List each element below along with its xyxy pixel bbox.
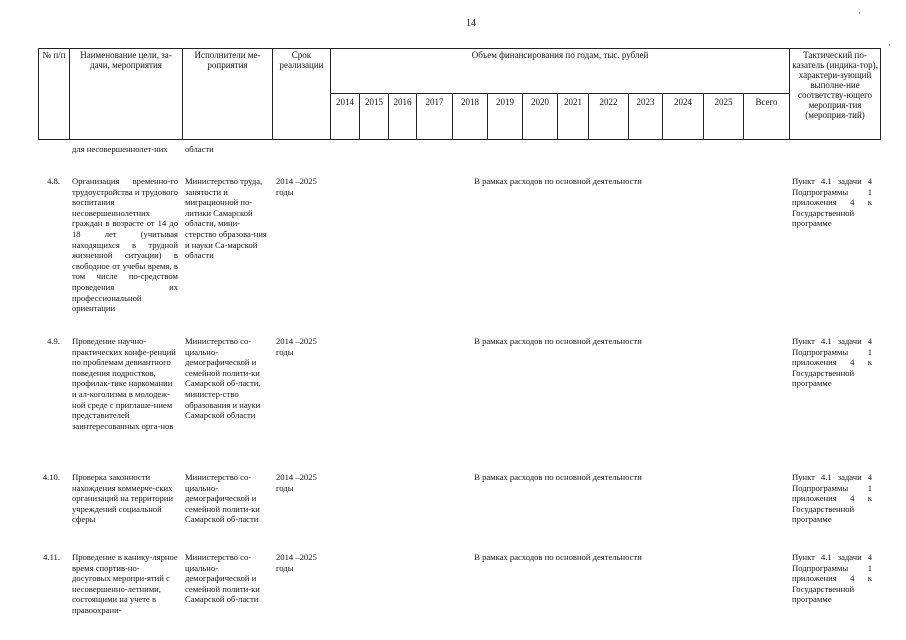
header-year: 2020 (523, 94, 558, 140)
header-name: Наименование цели, за-дачи, мероприятия (70, 49, 183, 140)
row-financing: В рамках расходов по основной деятельности (474, 552, 642, 562)
row-term: 2014 –2025 годы (276, 472, 317, 493)
header-year: 2016 (389, 94, 417, 140)
row-indicator: Пункт 4.1 задачи 4 Подпрограммы 1 приложения 4 к Государственной программе (792, 552, 872, 605)
row-term: 2014 –2025 годы (276, 552, 317, 573)
header-total: Всего (744, 94, 790, 140)
row-name: Проведение в канику-лярное время спортив-но-досуговых меропри-ятий с несовершенно-летними, состоящими на учете в правоохрани- (72, 552, 178, 615)
table-header (38, 48, 881, 140)
header-term: Срок реализации (273, 49, 331, 140)
row-executors: Министерство со-циально-демографической и семейной полити-ки Самарской об-ласти, министер-ство образования и науки Самарской области (185, 336, 261, 421)
row-name: Проведение научно-практических конфе-ренций по проблемам девиантного поведения подростков, профилак-тике наркомании и ал-коголизма в молодеж-ной среде с приглаше-нием представителей заинтересованных орга-нов (72, 336, 176, 431)
row-name: Организация временно-го трудоустройства и трудового воспитания несовершеннолетних граждан в возрасте от 14 до 18 лет (учитывая находящихся в трудной жизненной ситуации) в свободное от учебы время, в том числе по-средством проведения их профессиональной ориентации (72, 176, 178, 314)
scan-speck: · (858, 8, 861, 18)
header-year: 2021 (558, 94, 589, 140)
header-year: 2022 (589, 94, 629, 140)
row-name: Проверка законности нахождения коммерче-ских организаций на территории учреждений социальной сферы (72, 472, 174, 525)
header-year: 2019 (488, 94, 523, 140)
row-term: 2014 –2025 годы (276, 176, 317, 197)
header-year: 2017 (417, 94, 453, 140)
continuation-name: для несовершеннолет-них (72, 144, 168, 154)
page-number: 14 (466, 18, 476, 29)
row-number: 4.11. (43, 552, 60, 562)
row-executors: Министерство со-циально-демографической и семейной полити-ки Самарской об-ласти (185, 472, 260, 525)
header-indicator: Тактический по-казатель (индика-тор), характери-зующий выполне-ние соответству-ющего мероприя-тия (мероприя-тий) (790, 49, 881, 140)
header-year: 2024 (663, 94, 704, 140)
row-number: 4.8. (47, 176, 60, 186)
header-executors: Исполнители ме-роприятия (183, 49, 273, 140)
continuation-executors: области (185, 144, 214, 154)
header-year: 2025 (704, 94, 744, 140)
row-number: 4.10. (42, 472, 60, 482)
row-executors: Министерство труда, занятости и миграционной по-литики Самарской области, мини-стерство образова-ния и науки Са-марской области (185, 176, 267, 261)
header-year: 2018 (453, 94, 488, 140)
row-indicator: Пункт 4.1 задачи 4 Подпрограммы 1 приложения 4 к Государственной программе (792, 472, 872, 525)
row-indicator: Пункт 4.1 задачи 4 Подпрограммы 1 приложения 4 к Государственной программе (792, 336, 872, 389)
row-financing: В рамках расходов по основной деятельности (474, 472, 642, 482)
row-indicator: Пункт 4.1 задачи 4 Подпрограммы 1 приложения 4 к Государственной программе (792, 176, 872, 229)
row-executors: Министерство со-циально-демографической и семейной полити-ки Самарской об-ласти (185, 552, 260, 605)
row-term: 2014 –2025 годы (276, 336, 317, 357)
row-number: 4.9. (47, 336, 60, 346)
row-financing: В рамках расходов по основной деятельности (474, 176, 642, 186)
row-financing: В рамках расходов по основной деятельности (474, 336, 642, 346)
header-year: 2015 (360, 94, 389, 140)
header-year: 2023 (629, 94, 663, 140)
scan-speck: · (888, 40, 891, 50)
header-financing: Объем финансирования по годам, тыс. рублей (331, 49, 790, 94)
header-year: 2014 (331, 94, 360, 140)
header-num: № п/п (39, 49, 70, 140)
